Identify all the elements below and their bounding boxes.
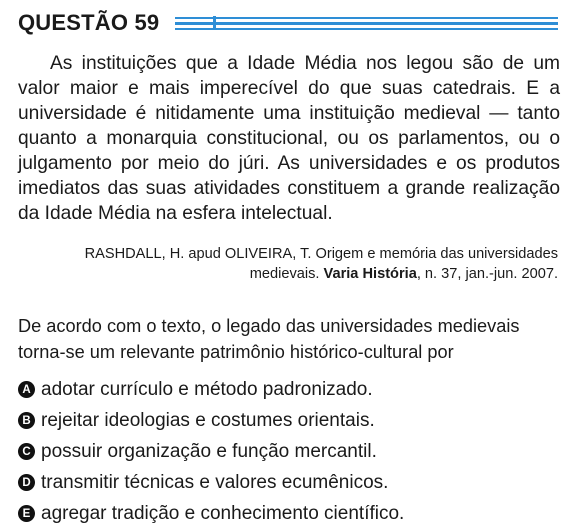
question-stem: De acordo com o texto, o legado das universidades medievais torna-se um relevante patrimônio histórico-cultural por [18, 316, 520, 362]
source-citation-details: , n. 37, jan.-jun. 2007. [416, 266, 558, 282]
source-citation-authors: RASHDALL, H. apud OLIVEIRA, T. Origem e memória das universidades medievais. [84, 246, 558, 282]
question-title: QUESTÃO 59 [18, 10, 160, 35]
option-e-text: agregar tradição e conhecimento científico. [41, 502, 405, 524]
option-b[interactable] [18, 405, 560, 436]
option-d-text: transmitir técnicas e valores ecumênicos. [41, 471, 389, 493]
question-header [18, 8, 558, 38]
header-rule-line-top [175, 17, 558, 19]
passage-text: As instituições que a Idade Média nos legou são de um valor maior e mais imperecível do que suas catedrais. E a universidade é nitidamente uma instituição medieval — tanto quanto a monarquia constitucional, ou os parlamentos, ou o julgamento por meio do júri. As universidades e os produtos imediatos das suas atividades constituem a grande realização da Idade Média na esfera intelectual. [18, 53, 560, 224]
source-journal-title: Varia História [323, 266, 417, 282]
header-rule-tick [213, 16, 216, 30]
option-c[interactable] [18, 436, 560, 467]
option-a-text: adotar currículo e método padronizado. [41, 378, 373, 400]
option-d-badge-icon: D [18, 474, 35, 491]
option-a-badge-icon: A [18, 381, 35, 398]
option-d[interactable] [18, 467, 560, 498]
option-e-badge-icon: E [18, 505, 35, 522]
option-a[interactable] [18, 374, 560, 405]
option-e[interactable] [18, 498, 560, 529]
header-rule-line-middle [175, 22, 558, 25]
source-citation [60, 244, 558, 284]
header-rule [175, 16, 558, 30]
answer-options [18, 374, 560, 529]
option-b-badge-icon: B [18, 412, 35, 429]
option-c-badge-icon: C [18, 443, 35, 460]
option-b-text: rejeitar ideologias e costumes orientais. [41, 409, 375, 431]
option-c-text: possuir organização e função mercantil. [41, 440, 377, 462]
header-rule-line-bottom [175, 28, 558, 30]
